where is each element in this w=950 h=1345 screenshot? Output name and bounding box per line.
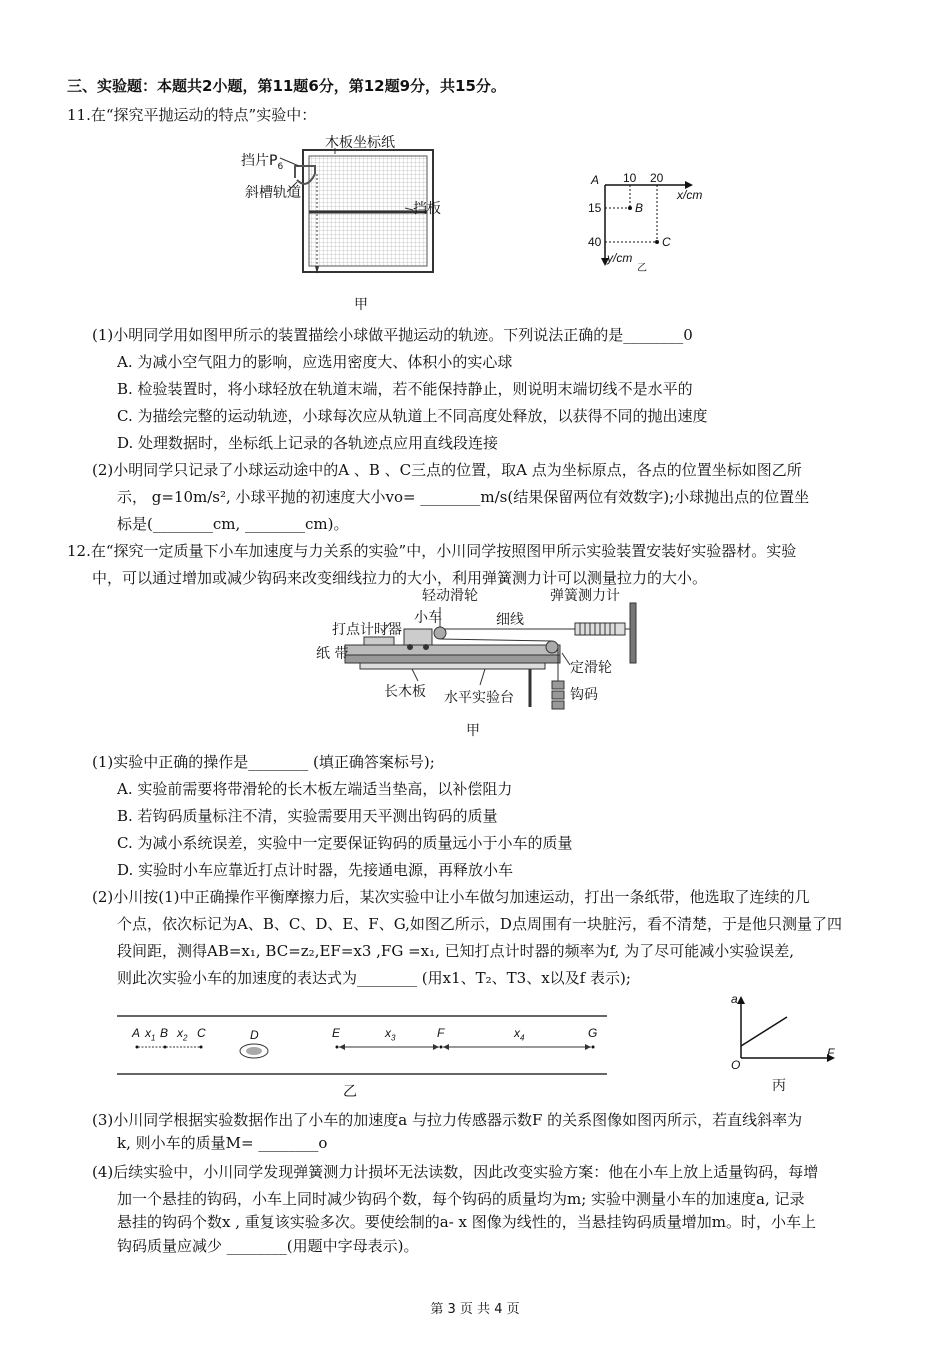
label-cart: 小车 (414, 610, 442, 626)
q12-p1-opt-a: A. 实验前需要将带滑轮的长木板左端适当垫高，以补偿阻力 (117, 780, 513, 798)
q11-p2-line1: (2)小明同学只记录了小球运动途中的A 、B 、C三点的位置，取A 点为坐标原点，各点的位置坐标如图乙所 (92, 461, 802, 479)
q12-p4-line4: 钩码质量应减少 ________(用题中字母表示)。 (117, 1237, 419, 1255)
q12-p3-line1: (3)小川同学根据实验数据作出了小车的加速度a 与拉力传感器示数F 的关系图像如图丙所示，若直线斜率为 (92, 1111, 803, 1129)
q12-stem-line1: 12.在“探究一定质量下小车加速度与力关系的实验”中，小川同学按照图甲所示实验装置安装好实验器材。实验 (67, 542, 797, 560)
q12-p4-line3: 悬挂的钩码个数x , 重复该实验多次。要使绘制的a- x 图像为线性的，当悬挂钩码质量增加m。时，小车上 (117, 1213, 816, 1231)
y-tick-40: 40 (588, 235, 602, 249)
label-table: 水平实验台 (444, 690, 514, 706)
q12-figure-graph (725, 990, 840, 1075)
tape-x3: $x_3$ (385, 1026, 396, 1043)
q12-p1-opt-b: B. 若钩码质量标注不清，实验需要用天平测出钩码的质量 (117, 807, 498, 825)
label-fixed-pulley: 定滑轮 (570, 660, 612, 676)
label-light-pulley: 轻动滑轮 (422, 588, 478, 604)
page-footer: 第 3 页 共 4 页 (430, 1302, 520, 1317)
q12-fig-graph-caption: 丙 (772, 1078, 786, 1094)
y-tick-15: 15 (588, 201, 602, 215)
label-string: 细线 (496, 612, 524, 628)
q11-p1-opt-b: B. 检验装置时，将小球轻放在轨道末端，若不能保持静止，则说明末端切线不是水平的 (117, 380, 693, 398)
tape-point-g: G (588, 1026, 598, 1040)
y-axis-label: y/cm (607, 251, 633, 265)
tape-x2: $x_2$ (177, 1026, 188, 1043)
tape-point-c: C (197, 1026, 206, 1040)
tape-point-e: E (332, 1026, 341, 1040)
x-tick-10: 10 (623, 171, 637, 185)
label-board: 木板坐标纸 (325, 135, 395, 151)
q11-p1-line1: (1)小明同学用如图甲所示的装置描绘小球做平抛运动的轨迹。下列说法正确的是________0 (92, 326, 693, 344)
point-c: C (662, 235, 671, 249)
q11-fig-yi-caption: 乙 (637, 263, 647, 274)
graph-origin: O (731, 1058, 741, 1072)
q12-p2-line1: (2)小川按(1)中正确操作平衡摩擦力后，某次实验中让小车做匀加速运动，打出一条纸带，他选取了连续的几 (92, 888, 810, 906)
q12-fig-tape-caption: 乙 (343, 1084, 357, 1100)
q12-p2-line3: 段间距，测得AB=x₁, BC=z₂,EF=x3 ,FG =x₁, 已知打点计时器的频率为f, 为了尽可能减小实验误差, (117, 942, 794, 960)
q12-figure-tape (117, 1010, 607, 1080)
tape-point-b: B (160, 1026, 169, 1040)
point-b: B (635, 201, 644, 215)
q11-figure-jia (235, 130, 445, 310)
q12-fig-jia-caption: 甲 (466, 723, 480, 739)
graph-y-axis: a (731, 992, 738, 1006)
label-weights: 钩码 (570, 687, 598, 703)
section-title: 三、实验题：本题共2小题，第11题6分，第12题9分，共15分。 (67, 77, 506, 95)
q12-figure-jia (300, 585, 645, 715)
tape-x4: $x_4$ (514, 1026, 525, 1043)
q12-p1-opt-c: C. 为减小系统误差，实验中一定要保证钩码的质量远小于小车的质量 (117, 834, 573, 852)
q11-fig-jia-caption: 甲 (354, 297, 368, 313)
q12-p1-opt-d: D. 实验时小车应靠近打点计时器，先接通电源，再释放小车 (117, 861, 514, 879)
q11-figure-yi (585, 168, 715, 273)
label-timer: 打点计时器 (332, 622, 402, 638)
q11-p1-opt-a: A. 为减小空气阻力的影响，应选用密度大、体积小的实心球 (117, 353, 513, 371)
tape-point-d: D (250, 1028, 259, 1042)
x-tick-20: 20 (650, 171, 664, 185)
label-piece: 挡片$P_6$ (241, 153, 284, 172)
q12-p3-line2: k, 则小车的质量M= ________o (117, 1134, 328, 1152)
tape-point-a: A (132, 1026, 141, 1040)
tape-x1: $x_1$ (145, 1026, 156, 1043)
origin-a: A (591, 173, 600, 187)
q12-stem-line2: 中，可以通过增加或减少钩码来改变细线拉力的大小，利用弹簧测力计可以测量拉力的大小。 (92, 569, 708, 587)
label-track: 斜槽轨道 (245, 185, 301, 201)
q11-p2-line2: 示， g=10m/s², 小球平抛的初速度大小vo= ________m/s(结果保留两位有效数字);小球抛出点的位置坐 (117, 488, 810, 506)
x-axis-label: x/cm (677, 188, 703, 202)
label-spring-scale: 弹簧测力计 (550, 588, 620, 604)
q12-p4-line1: (4)后续实验中，小川同学发现弹簧测力计损坏无法读数，因此改变实验方案：他在小车上放上适量钩码，每增 (92, 1163, 819, 1181)
q11-p1-opt-d: D. 处理数据时，坐标纸上记录的各轨迹点应用直线段连接 (117, 434, 499, 452)
graph-x-axis: F (827, 1046, 835, 1060)
q12-p4-line2: 加一个悬挂的钩码，小车上同时减少钩码个数，每个钩码的质量均为m; 实验中测量小车的加速度a, 记录 (117, 1190, 805, 1208)
q12-p1-line1: (1)实验中正确的操作是________ (填正确答案标号); (92, 753, 435, 771)
q11-p2-line3: 标是(________cm, ________cm)。 (117, 515, 349, 533)
tape-point-f: F (437, 1026, 445, 1040)
q11-stem: 11.在“探究平抛运动的特点”实验中： (67, 106, 317, 124)
label-board: 长木板 (384, 684, 426, 700)
q11-p1-opt-c: C. 为描绘完整的运动轨迹，小球每次应从轨道上不同高度处释放，以获得不同的抛出速度 (117, 407, 708, 425)
q12-p2-line2: 个点，依次标记为A、B、C、D、E、F、G,如图乙所示，D点周围有一块脏污，看不清楚，于是他只测量了四 (117, 915, 842, 933)
label-baffle: 挡板 (413, 201, 441, 217)
label-tape: 纸 带 (316, 646, 349, 662)
q12-p2-line4: 则此次实验小车的加速度的表达式为________ (用x1、T₂、T3、x以及f 表示); (117, 969, 631, 987)
